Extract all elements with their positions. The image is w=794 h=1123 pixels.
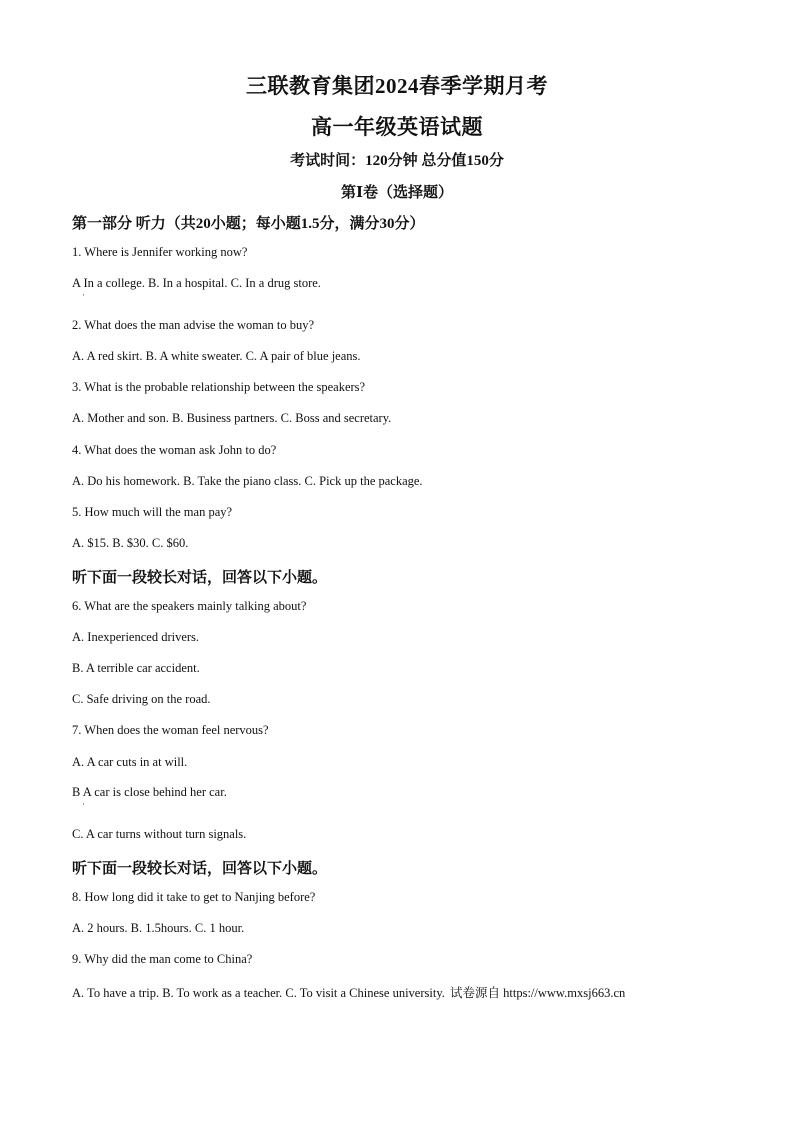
question-1-options: A In a college. B. In a hospital. C. In a drug store. bbox=[72, 276, 321, 290]
question-9-options bbox=[72, 983, 627, 1001]
question-6-option-b: B. A terrible car accident. bbox=[72, 661, 200, 675]
question-8: 8. How long did it take to get to Nanjing before? bbox=[72, 890, 316, 904]
question-7: 7. When does the woman feel nervous? bbox=[72, 723, 269, 737]
instruction-2: 听下面一段较长对话，回答以下小题。 bbox=[72, 861, 328, 877]
volume-label: 第Ⅰ卷（选择题） bbox=[340, 185, 454, 201]
question-6-option-a: A. Inexperienced drivers. bbox=[72, 630, 200, 644]
exam-info: 考试时间：120分钟 总分值150分 bbox=[290, 153, 504, 169]
instruction-1: 听下面一段较长对话，回答以下小题。 bbox=[72, 570, 328, 586]
dot-mark: · bbox=[82, 290, 85, 300]
question-8-options: A. 2 hours. B. 1.5hours. C. 1 hour. bbox=[72, 921, 245, 935]
question-6-option-c: C. Safe driving on the road. bbox=[72, 692, 211, 706]
dot-mark: · bbox=[82, 799, 85, 809]
question-9: 9. Why did the man come to China? bbox=[72, 952, 253, 966]
question-9-options-text: A. To have a trip. B. To work as a teacher. C. To visit a Chinese university. bbox=[72, 986, 445, 1000]
question-5: 5. How much will the man pay? bbox=[72, 505, 233, 519]
question-6: 6. What are the speakers mainly talking about? bbox=[72, 599, 307, 613]
question-4: 4. What does the woman ask John to do? bbox=[72, 443, 277, 457]
question-4-options: A. Do his homework. B. Take the piano class. C. Pick up the package. bbox=[72, 474, 423, 488]
part1-heading: 第一部分 听力（共20小题；每小题1.5分，满分30分） bbox=[72, 216, 425, 232]
question-5-options: A. $15. B. $30. C. $60. bbox=[72, 536, 189, 550]
question-7-option-c: C. A car turns without turn signals. bbox=[72, 827, 247, 841]
exam-title: 三联教育集团2024春季学期月考 bbox=[246, 74, 548, 98]
question-7-option-b: B A car is close behind her car. bbox=[72, 785, 227, 799]
question-1: 1. Where is Jennifer working now? bbox=[72, 245, 248, 259]
exam-subtitle: 高一年级英语试题 bbox=[311, 115, 483, 139]
question-2-options: A. A red skirt. B. A white sweater. C. A pair of blue jeans. bbox=[72, 349, 361, 363]
question-7-option-a: A. A car cuts in at will. bbox=[72, 755, 188, 769]
question-2: 2. What does the man advise the woman to buy? bbox=[72, 318, 315, 332]
question-3-options: A. Mother and son. B. Business partners. C. Boss and secretary. bbox=[72, 411, 392, 425]
question-3: 3. What is the probable relationship between the speakers? bbox=[72, 380, 366, 394]
source-watermark: 试卷源自 https://www.mxsj663.cn bbox=[450, 986, 626, 1000]
